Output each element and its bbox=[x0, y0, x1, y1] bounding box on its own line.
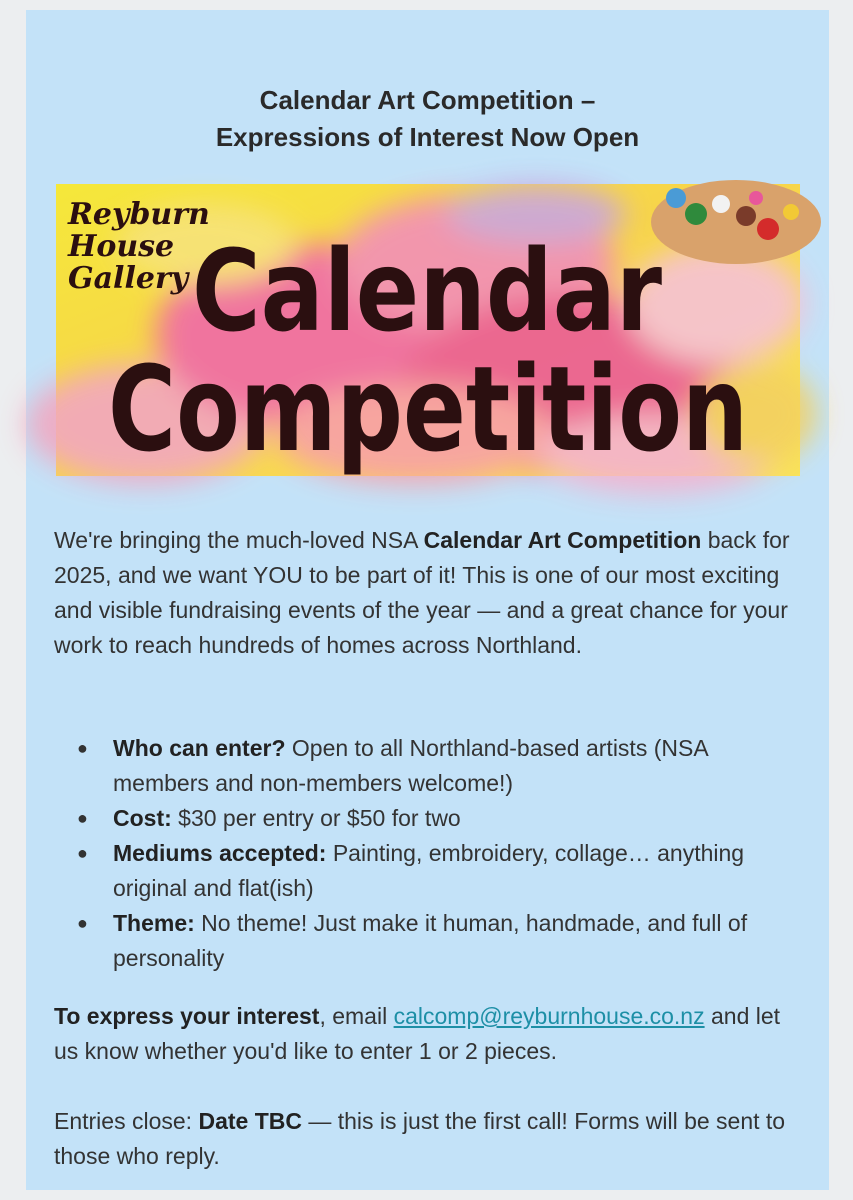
list-item bbox=[54, 906, 794, 976]
express-text-2: and let us know whether you'd like to enter 1 or 2 pieces. bbox=[54, 1003, 781, 1064]
detail-label: Mediums accepted: bbox=[113, 840, 327, 866]
intro-text-2: back for 2025, and we want YOU to be part of it! This is one of our most exciting and visible fundraising events of the year — and a great chance for your work to reach hundreds of homes across Northland. bbox=[54, 527, 790, 658]
bullet-icon: ● bbox=[77, 808, 88, 828]
intro-bold: Calendar Art Competition bbox=[423, 527, 702, 553]
calendar-competition-banner bbox=[56, 184, 800, 476]
intro-text-1: We're bringing the much-loved NSA bbox=[54, 527, 424, 553]
logo-line-2: House bbox=[68, 229, 175, 264]
newsletter-card bbox=[26, 10, 829, 1190]
express-text-1: , email bbox=[319, 1003, 394, 1029]
bullet-icon: ● bbox=[77, 913, 88, 933]
page-title bbox=[26, 82, 829, 156]
paint-palette-icon bbox=[651, 180, 821, 264]
express-interest-paragraph bbox=[54, 999, 794, 1069]
details-list bbox=[54, 731, 794, 976]
entries-close-paragraph bbox=[54, 1104, 794, 1174]
banner-heading-line-2: Competition bbox=[108, 340, 748, 478]
logo-line-1: Reyburn bbox=[68, 197, 210, 232]
intro-paragraph bbox=[54, 523, 794, 663]
detail-text: $30 per entry or $50 for two bbox=[171, 805, 461, 831]
list-item bbox=[54, 836, 794, 906]
detail-text: Painting, embroidery, collage… anything original and flat(ish) bbox=[113, 840, 745, 901]
close-text-1: Entries close: bbox=[54, 1108, 199, 1134]
close-bold: Date TBC bbox=[198, 1108, 302, 1134]
detail-text: Open to all Northland-based artists (NSA members and non-members welcome!) bbox=[113, 735, 708, 796]
title-line-2: Expressions of Interest Now Open bbox=[215, 122, 640, 152]
banner-heading-line-1: Calendar bbox=[192, 227, 662, 357]
bullet-icon: ● bbox=[77, 738, 88, 758]
bullet-icon: ● bbox=[77, 843, 88, 863]
detail-label: Who can enter? bbox=[113, 735, 286, 761]
detail-text: No theme! Just make it human, handmade, and full of personality bbox=[113, 910, 748, 971]
list-item bbox=[54, 801, 794, 836]
logo-line-3: Gallery bbox=[68, 261, 189, 296]
title-line-1: Calendar Art Competition – bbox=[259, 85, 596, 115]
email-link[interactable]: calcomp@reyburnhouse.co.nz bbox=[393, 1003, 705, 1029]
detail-label: Theme: bbox=[113, 910, 195, 936]
list-item bbox=[54, 731, 794, 801]
detail-label: Cost: bbox=[113, 805, 172, 831]
close-text-2: — this is just the first call! Forms will be sent to those who reply. bbox=[54, 1108, 786, 1169]
express-bold: To express your interest bbox=[54, 1003, 320, 1029]
